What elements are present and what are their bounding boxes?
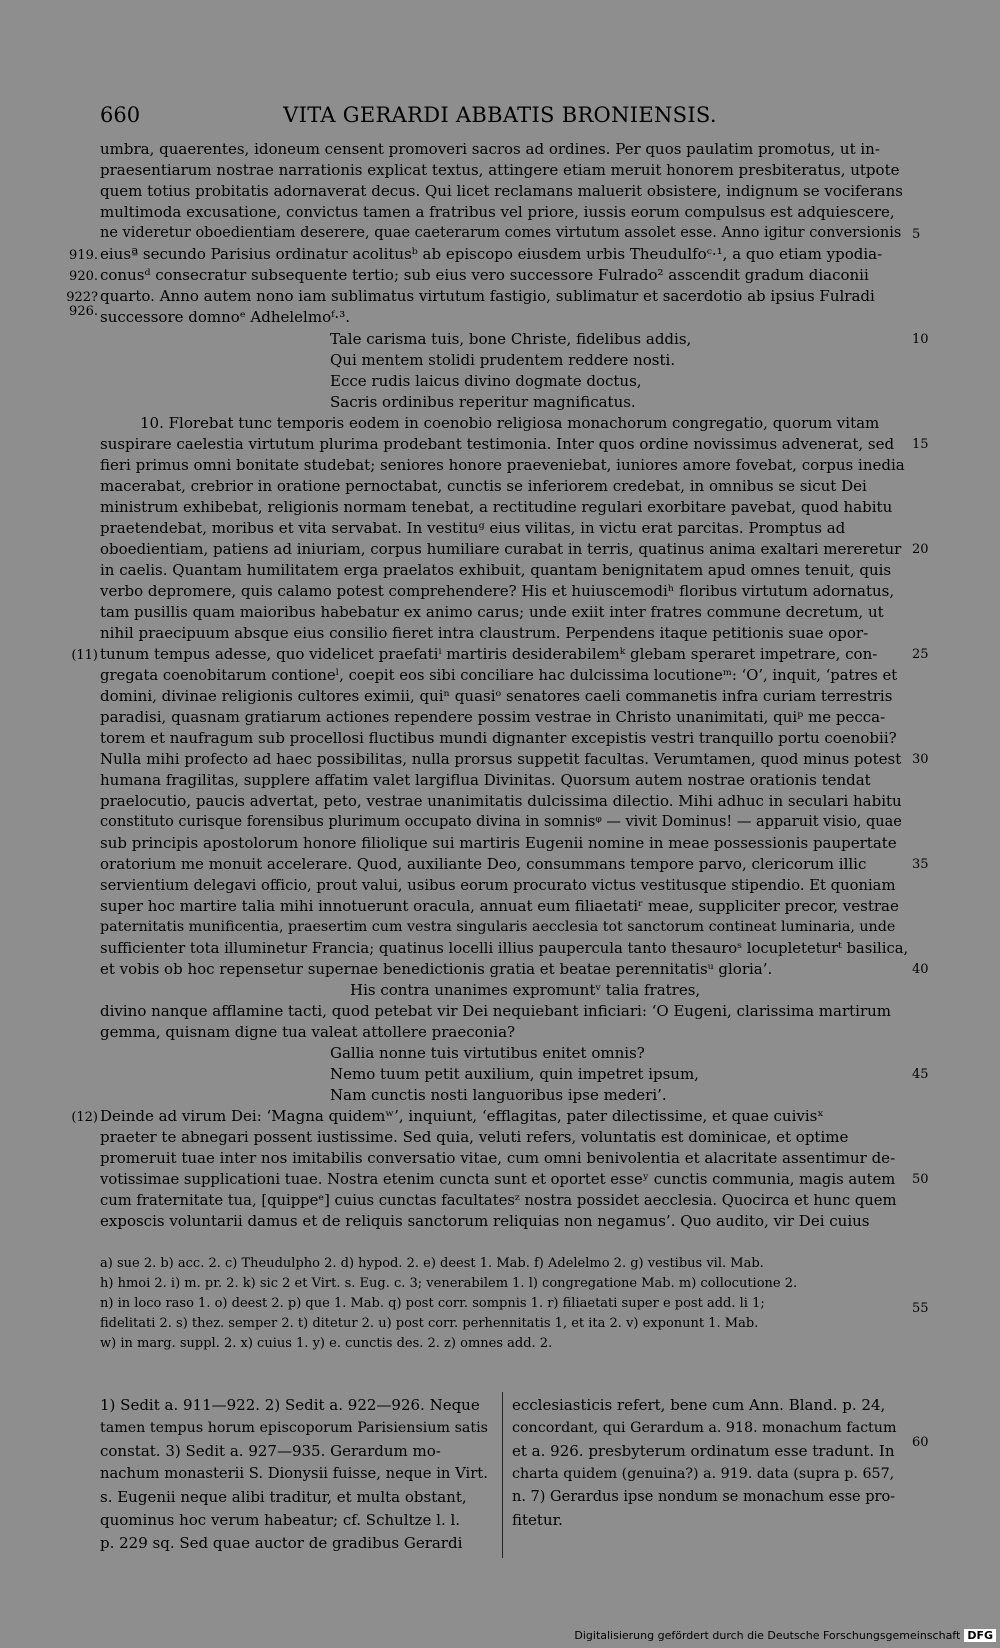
apparatus-line: h) hmoi 2. i) m. pr. 2. k) sic 2 et Virt. s. Eug. c. 3; venerabilem 1. l) congregatione Mab. m) collocutione 2.	[100, 1276, 798, 1291]
verse-line: Nemo tuum petit auxilium, quin impetret ipsum,	[330, 1065, 699, 1083]
line-number: 55	[912, 1301, 929, 1316]
running-title: VITA GERARDI ABBATIS BRONIENSIS.	[283, 103, 717, 127]
note-left-line: p. 229 sq. Sed quae auctor de gradibus Gerardi	[100, 1534, 463, 1552]
dfg-logo: DFG	[964, 1629, 996, 1642]
body-line: in caelis. Quantam humilitatem erga praelatos exhibuit, quantam benignitatem apud omnes tenuit, quis	[100, 561, 892, 579]
body-line: tam pusillis quam maioribus habebatur ex animo carus; unde exiit inter fratres commune decretum, ut	[100, 603, 884, 621]
verse-line: Nam cunctis nosti languoribus ipse mederi’.	[330, 1086, 667, 1104]
note-right-line: et a. 926. presbyterum ordinatum esse tradunt. In	[512, 1442, 895, 1460]
body-line: verbo depromere, quis calamo potest comprehendere? His et huiuscemodiʰ floribus virtutum adornatus,	[100, 582, 895, 600]
body-line: oratorium me monuit accelerare. Quod, auxiliante Deo, consummans tempore parvo, clericorum illic	[100, 855, 867, 873]
body-line: eiusª secundo Parisius ordinatur acolitusᵇ ab episcopo eiusdem urbis Theudulfoᶜ·¹, a quo etiam ypodia-	[100, 245, 883, 263]
body-line: gemma, quisnam digne tua valeat attollere praeconia?	[100, 1023, 516, 1041]
body-line: torem et naufragum sub procellosi fluctibus mundi dignanter excepistis vestri tranquillo portu coenobii?	[100, 729, 897, 747]
note-left-line: quominus hoc verum habeatur; cf. Schultze l. l.	[100, 1511, 461, 1529]
verse-line: Qui mentem stolidi prudentem reddere nosti.	[330, 351, 676, 369]
body-line: tunum tempus adesse, quo videlicet praefatiⁱ martiris desiderabilemᵏ glebam speraret impetrare, con-	[100, 645, 878, 663]
body-line: servientium delegavi officio, prout valui, usibus eorum procurato victus vestitusque stipendio. Et quoniam	[100, 877, 896, 894]
funding-footer	[574, 1629, 996, 1642]
body-line: suspirare caelestia virtutum plurima prodebant testimonia. Inter quos ordine novissimus advenerat, sed	[100, 435, 895, 453]
body-line: votissimae supplicationi tuae. Nostra etenim cuncta sunt et oportet esseʸ cunctis communia, magis autem	[100, 1171, 896, 1188]
line-number: 35	[912, 857, 929, 872]
body-line: ne videretur oboedientiam deserere, quae caeterarum comes virtutum assolet esse. Anno igitur conversionis	[100, 225, 902, 241]
body-line: ministrum exhibebat, religionis normam tenebat, a rectitudine regulari exorbitare pavebat, quod habitu	[100, 498, 893, 516]
line-number: 15	[912, 437, 929, 452]
note-left-line: nachum monasterii S. Dionysii fuisse, neque in Virt.	[100, 1465, 488, 1482]
verse-line: Ecce rudis laicus divino dogmate doctus,	[330, 372, 642, 390]
body-line: super hoc martire talia mihi innotuerunt oracula, annuat eum filiaetatiʳ meae, suppliciter precor, vestrae	[100, 897, 899, 915]
body-line: praetendebat, moribus et vita servabat. In vestituᵍ eius vilitas, in victu erat parcitas. Promptus ad	[100, 519, 846, 537]
body-line: et vobis ob hoc repensetur supernae benedictionis gratia et beatae perennitatisᵘ gloria’.	[100, 960, 773, 978]
body-line: sufficienter tota illuminetur Francia; quatinus locelli illius paupercula tanto thesauroˢ locupleteturᵗ basilica,	[100, 940, 908, 957]
body-line: praesentiarum nostrae narrationis explicat textus, attingere etiam meruit honorem presbiteratus, utpote	[100, 161, 900, 179]
line-number: 50	[912, 1172, 929, 1187]
body-line: paternitatis munificentia, praesertim cum vestra singularis aecclesia tot sanctorum contineat luminaria, unde	[100, 919, 896, 935]
body-line: domini, divinae religionis cultores eximii, quiⁿ quasiᵒ senatores caeli commanetis infra curiam terrestris	[100, 687, 893, 705]
page-header	[0, 103, 1000, 133]
body-line: conusᵈ consecratur subsequente tertio; sub eius vero successore Fulrado² asscendit gradum diaconii	[100, 266, 869, 284]
line-number: 40	[912, 962, 929, 977]
margin-chapter-ref: (12)	[71, 1110, 98, 1125]
margin-date: 920.	[69, 269, 98, 284]
line-number: 60	[912, 1435, 929, 1450]
body-line: multimoda excusatione, convictus tamen a fratribus vel priore, iussis eorum compulsus est adquiescere,	[100, 203, 895, 221]
body-line: nihil praecipuum absque eius consilio fieret intra claustrum. Perpendens itaque petitionis suae opor-	[100, 624, 869, 642]
apparatus-line: n) in loco raso 1. o) deest 2. p) que 1. Mab. q) post corr. sompnis 1. r) filiaetati super e post add. li 1;	[100, 1296, 765, 1311]
page-number: 660	[100, 103, 141, 127]
verse-line: Tale carisma tuis, bone Christe, fidelibus addis,	[330, 330, 692, 348]
note-right-line: n. 7) Gerardus ipse nondum se monachum esse pro-	[512, 1489, 896, 1505]
body-line: quarto. Anno autem nono iam sublimatus virtutum fastigio, sublimatur et sacerdotio ab ipsius Fulradi	[100, 287, 875, 305]
body-line: divino nanque afflamine tacti, quod petebat vir Dei nequiebant inficiari: ‘O Eugeni, clarissima martirum	[100, 1002, 892, 1020]
body-line: 10. Florebat tunc temporis eodem in coenobio religiosa monachorum congregatio, quorum vitam	[140, 414, 880, 432]
note-right-line: charta quidem (genuina?) a. 919. data (supra p. 657,	[512, 1466, 895, 1482]
line-number: 10	[912, 332, 929, 347]
body-line: umbra, quaerentes, idoneum censent promoveri sacros ad ordines. Per quos paulatim promotus, ut in-	[100, 140, 880, 158]
apparatus-line: a) sue 2. b) acc. 2. c) Theudulpho 2. d) hypod. 2. e) deest 1. Mab. f) Adelelmo 2. g) vestibus vil. Mab.	[100, 1256, 764, 1271]
body-line: macerabat, crebrior in oratione pernoctabat, cunctis se inferiorem credebat, in omnibus se sicut Dei	[100, 477, 867, 495]
line-number: 25	[912, 647, 929, 662]
margin-date: 922?	[66, 290, 98, 305]
apparatus-line: fidelitati 2. s) thez. semper 2. t) ditetur 2. u) post corr. perhennitatis 1, et ita 2. v) exponunt 1. Mab.	[100, 1316, 759, 1331]
line-number: 45	[912, 1067, 929, 1082]
body-line: successore domnoᵉ Adhelelmoᶠ·³.	[100, 308, 350, 326]
column-divider	[502, 1392, 503, 1558]
body-line: humana fragilitas, supplere affatim valet largiflua Divinitas. Quorsum autem nostrae orationis tendat	[100, 771, 871, 789]
body-line: gregata coenobitarum contioneˡ, coepit eos sibi conciliare hac dulcissima locutioneᵐ: ‘O’, inquit, ‘patres et	[100, 667, 898, 684]
body-line: promeruit tuae inter nos imitabilis conversatio vitae, cum omni benivolentia et alacritate assentimur de-	[100, 1149, 896, 1167]
note-left-line: 1) Sedit a. 911—922. 2) Sedit a. 922—926. Neque	[100, 1396, 480, 1414]
note-right-line: fitetur.	[512, 1511, 563, 1529]
apparatus-line: w) in marg. suppl. 2. x) cuius 1. y) e. cunctis des. 2. z) omnes add. 2.	[100, 1336, 553, 1351]
margin-chapter-ref: (11)	[71, 648, 98, 663]
body-line: constituto curisque forensibus plurimum occupato divina in somnisᵠ — vivit Dominus! — apparuit visio, quae	[100, 814, 902, 830]
body-line: praelocutio, paucis advertat, peto, vestrae unanimitatis dulcissima dilectio. Mihi adhuc in seculari habitu	[100, 792, 902, 810]
body-line: oboedientiam, patiens ad iniuriam, corpus humiliare curabat in terris, quatinus anima exaltari mereretur	[100, 540, 902, 558]
body-line: paradisi, quasnam gratiarum actiones rependere possim vestrae in Christo unanimitati, quiᵖ me pecca-	[100, 708, 886, 726]
body-line: cum fraternitate tua, [quippeᵉ] cuius cunctas facultatesᶻ nostra possidet aecclesia. Quocirca et hunc quem	[100, 1192, 897, 1209]
body-line: praeter te abnegari possent iustissime. Sed quia, veluti refers, voluntatis est dominicae, et optime	[100, 1128, 849, 1146]
note-left-line: constat. 3) Sedit a. 927—935. Gerardum mo-	[100, 1442, 441, 1460]
line-number: 5	[912, 227, 921, 242]
body-line: quem totius probitatis adornaverat decus. Qui licet reclamans maluerit obsistere, indignum se vociferans	[100, 182, 903, 200]
note-left-line: tamen tempus horum episcoporum Parisiensium satis	[100, 1420, 488, 1436]
verse-intro-line: His contra unanimes expromuntᵛ talia fratres,	[350, 981, 701, 999]
verse-line: Sacris ordinibus reperitur magnificatus.	[330, 393, 636, 411]
note-right-line: ecclesiasticis refert, bene cum Ann. Bland. p. 24,	[512, 1396, 886, 1414]
margin-date: 919.	[69, 248, 98, 263]
verse-line: Gallia nonne tuis virtutibus enitet omnis?	[330, 1044, 645, 1062]
line-number: 20	[912, 542, 929, 557]
body-line: sub principis apostolorum honore filiolique sui martiris Eugenii nomine in meae possessionis paupertate	[100, 834, 897, 852]
margin-date: 926.	[69, 304, 98, 319]
line-number: 30	[912, 752, 929, 767]
note-left-line: s. Eugenii neque alibi traditur, et multa obstant,	[100, 1488, 467, 1506]
body-line: fieri primus omni bonitate studebat; seniores honore praeveniebat, iuniores amore fovebat, corpus inedia	[100, 456, 905, 474]
note-right-line: concordant, qui Gerardum a. 918. monachum factum	[512, 1420, 897, 1436]
body-line: exposcis voluntarii damus et de reliquis sanctorum reliquias non negamus’. Quo audito, vir Dei cuius	[100, 1212, 870, 1230]
funding-text: Digitalisierung gefördert durch die Deutsche Forschungsgemeinschaft	[574, 1629, 961, 1642]
body-line: Nulla mihi profecto ad haec possibilitas, nulla prorsus suppetit facultas. Verumtamen, quod minus potest	[100, 750, 902, 768]
body-line: Deinde ad virum Dei: ‘Magna quidemʷ’, inquiunt, ‘efflagitas, pater dilectissime, et quae cuivisˣ	[100, 1107, 824, 1125]
